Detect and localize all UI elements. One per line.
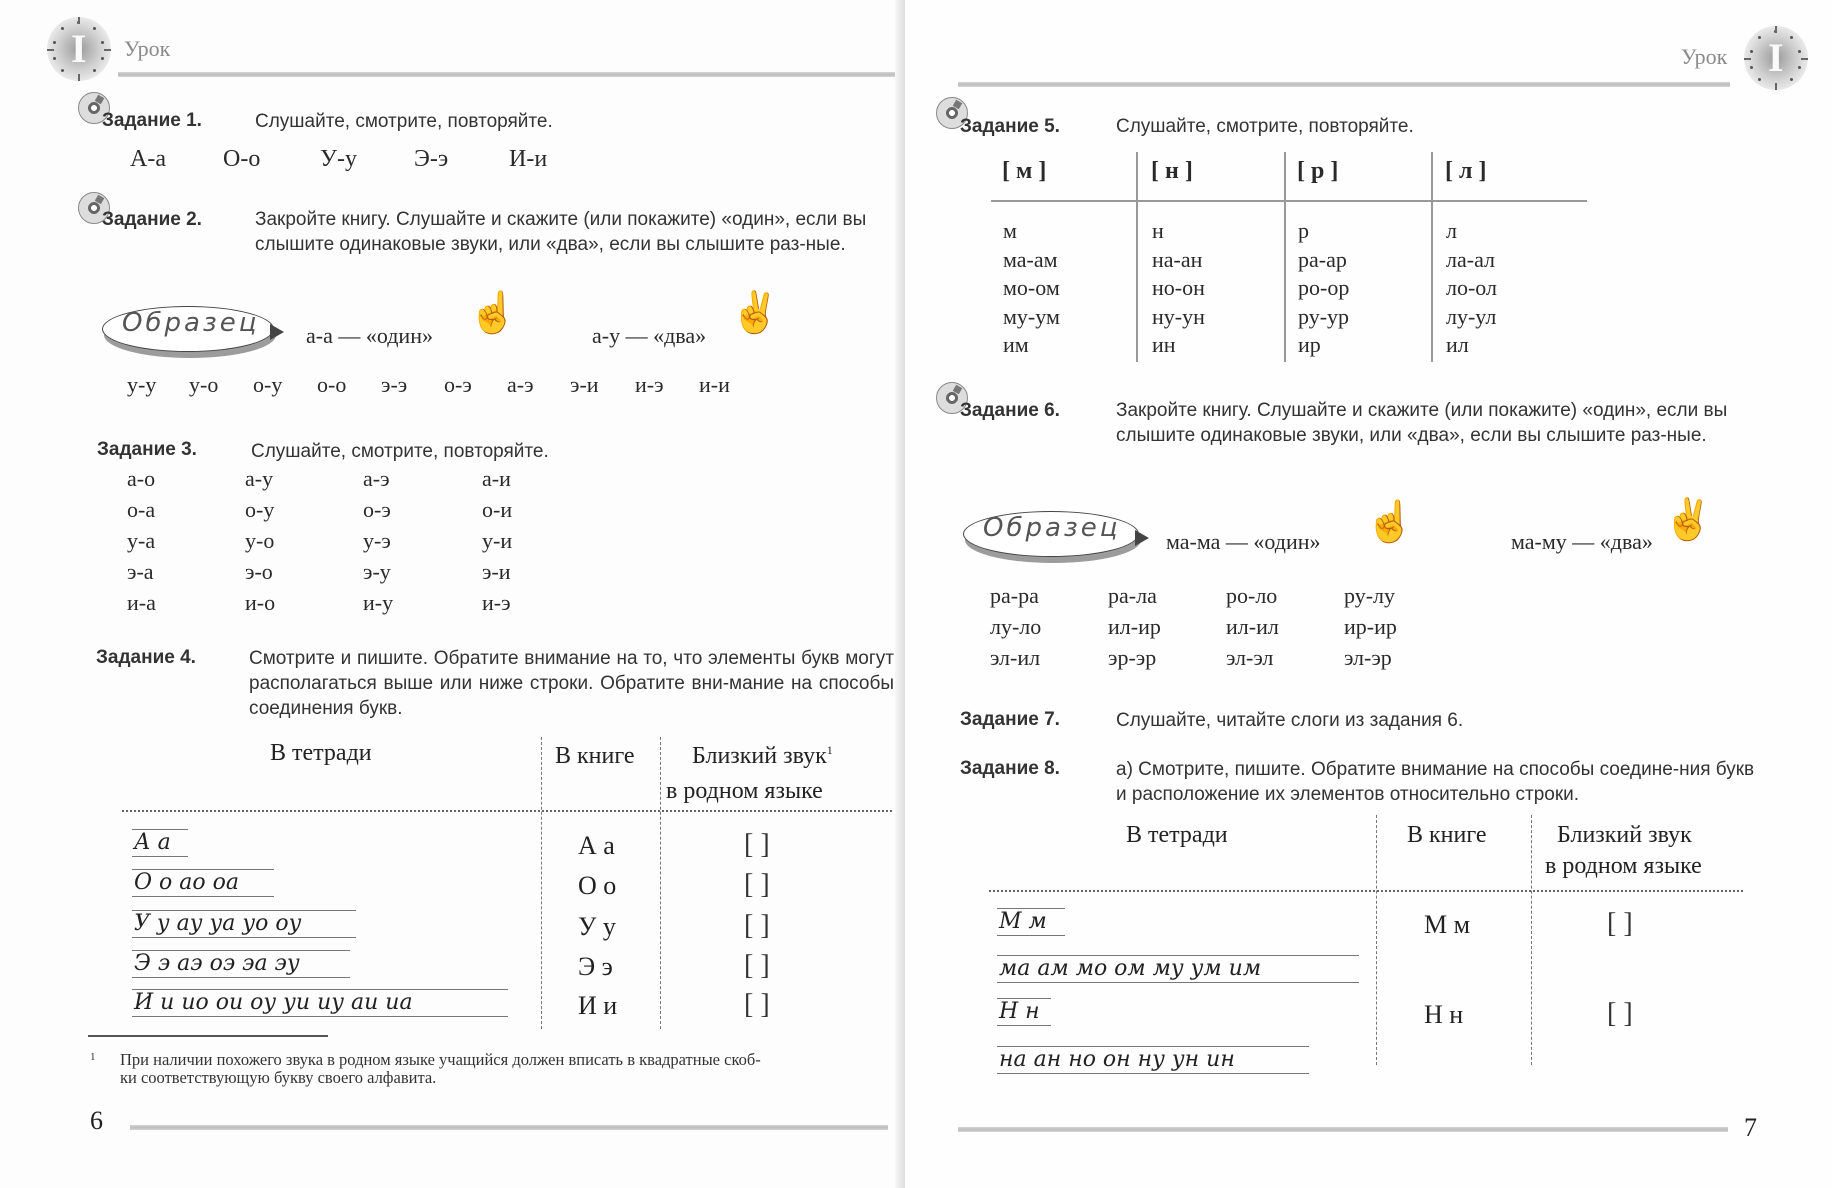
syllable: ма-ам	[1003, 246, 1058, 272]
column-divider	[660, 737, 661, 1029]
task5-text: Слушайте, смотрите, повторяйте.	[1116, 116, 1414, 137]
syllable: ру-лу	[1344, 583, 1396, 608]
answer-bracket: [ ]	[744, 910, 770, 941]
syllable: ил	[1446, 332, 1469, 357]
syllable: ил-ил	[1226, 614, 1279, 639]
syllable: э-о	[245, 559, 273, 584]
pair: о-у	[253, 372, 283, 397]
answer-bracket: [ ]	[1607, 908, 1633, 939]
task2-text: Закройте книгу. Слушайте и скажите (или покажите) «один», если вы слышите одинаковые звуки, или «два», если вы слышите раз-ные.	[255, 209, 867, 255]
cursive-sample: И и ио ои оу уи иу аи иа	[132, 989, 508, 1017]
cursive-sample: М м	[997, 908, 1065, 936]
left-page	[0, 0, 905, 1188]
syllable: у-и	[482, 528, 513, 553]
letter-pair: А-а	[130, 146, 166, 172]
syllable: а-и	[482, 466, 511, 491]
syllable: р	[1298, 218, 1309, 243]
syllable: эл-эл	[1226, 645, 1274, 670]
syllable: а-о	[127, 466, 156, 491]
sound-column-head: [ н ]	[1151, 158, 1193, 184]
cursive-sample: Н н	[997, 998, 1051, 1026]
syllable: о-э	[363, 497, 391, 522]
footer-rule	[130, 1125, 888, 1130]
sample-two: а-у — «два»	[592, 323, 707, 348]
cursive-sample: ма ам мо ом му ум им	[997, 955, 1359, 983]
syllable: ру-ур	[1298, 303, 1350, 329]
lesson-numeral: I	[1768, 35, 1784, 80]
syllable: и-а	[127, 590, 156, 615]
header-rule	[958, 82, 1730, 87]
syllable: ра-ла	[1108, 583, 1157, 608]
col-head-notebook: В тетради	[270, 740, 372, 766]
task4-text: Смотрите и пишите. Обратите внимание на то, что элементы букв могут располагаться выше или ниже строки. Обратите вни-мание на способы соединения букв.	[249, 648, 894, 719]
syllable: ну-ун	[1152, 303, 1205, 329]
syllable: у-э	[363, 528, 391, 553]
syllable: им	[1003, 332, 1029, 357]
col-head-book: В книге	[1407, 822, 1487, 848]
column-divider	[1376, 815, 1377, 1065]
victory-hand-icon: ✌	[1663, 498, 1713, 542]
pair: а-э	[507, 372, 534, 397]
task8-label: Задание 8.	[960, 758, 1060, 779]
footnote-mark: 1	[826, 743, 833, 757]
victory-hand-icon: ✌	[730, 291, 780, 335]
column-divider	[1431, 152, 1433, 362]
bubble-tail	[1135, 530, 1149, 546]
book-letters: Н н	[1424, 1000, 1464, 1029]
letter-pair: Э-э	[414, 146, 449, 172]
pair: о-э	[444, 372, 472, 397]
book-letters: И и	[578, 991, 618, 1020]
sample-one: а-а — «один»	[306, 323, 433, 348]
col-head-sound	[692, 743, 833, 770]
syllable: и-о	[245, 590, 276, 615]
header-rule	[118, 72, 898, 77]
task5-label: Задание 5.	[960, 116, 1060, 137]
syllable: ра-ар	[1298, 246, 1347, 272]
clock-icon	[1744, 26, 1808, 90]
pointing-finger-icon: ☝	[468, 291, 518, 335]
task3-label: Задание 3.	[97, 439, 197, 460]
col-head-sound-2: в родном языке	[666, 778, 823, 804]
syllable: эл-эр	[1344, 645, 1392, 670]
pair: у-о	[189, 372, 219, 397]
col-head-book: В книге	[555, 743, 635, 769]
table-rule	[989, 890, 1743, 892]
sound-column-head: [ л ]	[1445, 158, 1487, 184]
footnote-line-1: При наличии похожего звука в родном языке учащийся должен вписать в квадратные скоб-	[120, 1050, 761, 1069]
task1-label: Задание 1.	[102, 110, 202, 131]
task6-label: Задание 6.	[960, 400, 1060, 421]
task7-text: Слушайте, читайте слоги из задания 6.	[1116, 710, 1464, 731]
syllable: ил-ир	[1108, 614, 1161, 639]
syllable: э-и	[482, 559, 511, 584]
col-head-sound: Близкий звук	[1557, 822, 1692, 848]
book-letters: Э э	[578, 952, 613, 981]
syllable: а-у	[245, 466, 274, 491]
cursive-sample: О о ао оа	[132, 869, 274, 897]
page-number: 6	[90, 1106, 103, 1135]
pair: и-э	[635, 372, 664, 397]
syllable: ро-ло	[1226, 583, 1278, 608]
col-head-notebook: В тетради	[1126, 822, 1228, 848]
column-divider	[1531, 815, 1532, 1065]
task4-label: Задание 4.	[96, 647, 196, 668]
column-divider	[1284, 152, 1286, 362]
sample-label: Образец	[983, 513, 1121, 543]
syllable: ир-ир	[1344, 614, 1397, 639]
task6-text: Закройте книгу. Слушайте и скажите (или покажите) «один», если вы слышите одинаковые звуки, или «два», если вы слышите раз-ные.	[1116, 400, 1728, 446]
book-letters: А а	[578, 831, 615, 860]
syllable: у-а	[127, 528, 156, 553]
syllable: ин	[1152, 332, 1176, 357]
table-rule	[991, 200, 1587, 202]
syllable: ла-ал	[1446, 246, 1496, 272]
syllable: э-у	[363, 559, 391, 584]
syllable: ло-ол	[1446, 275, 1497, 300]
pair: э-и	[570, 372, 599, 397]
sample-one: ма-ма — «один»	[1166, 529, 1321, 554]
syllable: л	[1446, 218, 1457, 243]
sound-column-head: [ р ]	[1297, 158, 1339, 184]
page-number: 7	[1744, 1113, 1757, 1142]
syllable: му-ум	[1003, 303, 1060, 329]
pair: о-о	[317, 372, 347, 397]
syllable: на-ан	[1152, 246, 1203, 272]
pair: э-э	[381, 372, 408, 397]
syllable: а-э	[363, 466, 390, 491]
footnote-line-2: ки соответствующую букву своего алфавита.	[120, 1068, 437, 1087]
syllable: но-он	[1152, 275, 1205, 300]
sound-column-head: [ м ]	[1002, 158, 1047, 184]
syllable: о-у	[245, 497, 275, 522]
sample-two: ма-му — «два»	[1511, 529, 1653, 554]
cursive-sample: Э э аэ оэ эа эу	[132, 950, 350, 978]
bubble-tail	[270, 324, 284, 340]
footnote-number: 1	[90, 1051, 96, 1063]
col-head-sound-2: в родном языке	[1545, 853, 1702, 879]
answer-bracket: [ ]	[744, 950, 770, 981]
task1-text: Слушайте, смотрите, повторяйте.	[255, 111, 553, 132]
pair: и-и	[699, 372, 730, 397]
answer-bracket: [ ]	[1607, 998, 1633, 1029]
syllable: у-о	[245, 528, 275, 553]
book-letters: О о	[578, 871, 617, 900]
book-letters: М м	[1424, 910, 1471, 939]
syllable: лу-ло	[990, 614, 1042, 639]
sample-label: Образец	[122, 308, 260, 338]
task2-label: Задание 2.	[102, 209, 202, 230]
footer-rule	[958, 1127, 1728, 1132]
right-page	[905, 0, 1832, 1188]
syllable: ра-ра	[990, 583, 1039, 608]
syllable: ир	[1298, 332, 1321, 357]
letter-pair: О-о	[223, 146, 261, 172]
pointing-finger-icon: ☝	[1365, 500, 1415, 544]
task3-text: Слушайте, смотрите, повторяйте.	[251, 441, 549, 462]
task8-text: а) Смотрите, пишите. Обратите внимание на способы соедине-ния букв и расположение их элементов относительно строки.	[1116, 759, 1755, 805]
lesson-numeral: I	[71, 26, 87, 71]
col-head-sound-text: Близкий звук	[692, 743, 827, 769]
syllable: мо-ом	[1003, 275, 1060, 300]
syllable: м	[1003, 218, 1017, 243]
cursive-sample: А а	[132, 829, 188, 857]
syllable: эл-ил	[990, 645, 1041, 670]
syllable: о-а	[127, 497, 156, 522]
syllable: и-э	[482, 590, 511, 615]
cursive-sample: У у ау уа уо оу	[132, 910, 356, 938]
answer-bracket: [ ]	[744, 829, 770, 860]
syllable: э-а	[127, 559, 154, 584]
answer-bracket: [ ]	[744, 989, 770, 1020]
syllable: н	[1152, 218, 1164, 243]
letter-pair: И-и	[509, 146, 548, 172]
table-rule	[122, 810, 892, 812]
book-letters: У у	[578, 912, 616, 941]
answer-bracket: [ ]	[744, 869, 770, 900]
lesson-header: Урок	[1681, 44, 1728, 69]
letter-pair: У-у	[320, 146, 357, 172]
task7-label: Задание 7.	[960, 709, 1060, 730]
column-divider	[541, 737, 542, 1029]
column-divider	[1136, 152, 1138, 362]
syllable: о-и	[482, 497, 513, 522]
pair: у-у	[127, 372, 157, 397]
footnote-rule	[88, 1035, 328, 1037]
cursive-sample: на ан но он ну ун ин	[997, 1046, 1309, 1074]
clock-icon	[47, 17, 111, 81]
syllable: и-у	[363, 590, 394, 615]
syllable: ро-ор	[1298, 275, 1350, 300]
syllable: лу-ул	[1446, 303, 1497, 329]
syllable: эр-эр	[1108, 645, 1157, 670]
lesson-header: Урок	[124, 36, 171, 61]
